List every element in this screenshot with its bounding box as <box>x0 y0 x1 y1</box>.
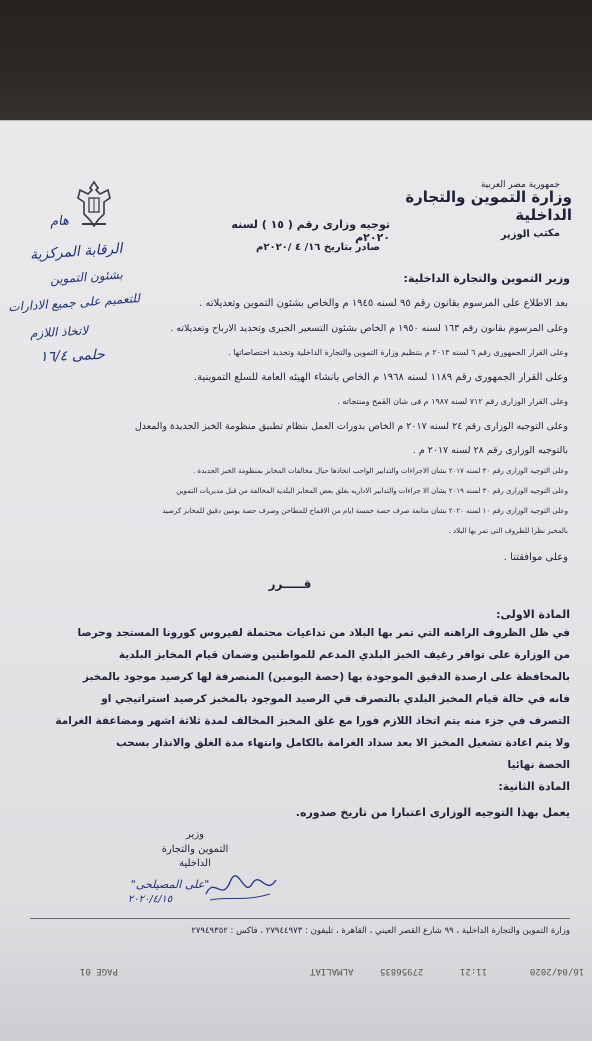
preamble-line: بعد الاطلاع على المرسوم بقانون رقم ٩٥ لسنه ١٩٤٥ م والخاص بشئون التموين وتعديلاته . <box>199 298 568 309</box>
footer-divider <box>30 918 570 919</box>
preamble-line: وعلى التوجيه الوزارى رقم ٢٤ لسنه ٢٠١٧ م الخاص بدورات العمل بنظام تطبيق منظومة الخبز الجديدة والمعدل <box>134 421 568 432</box>
directive-date: صادر بتاريخ ١٦/ ٤ /٢٠٢٠م <box>256 242 380 253</box>
fax-label: ALMALIAT <box>310 966 354 976</box>
preamble-line: وعلى التوجيه الوزارى رقم ٣٠ لسنه ٢٠١٧ بشأن الاجراءات والتدابير الواجب اتخاذها حيال مخالفات المخابز بمنظومة الخبز الجديدة . <box>192 467 568 475</box>
header-country: جمهورية مصر العربية <box>480 180 560 190</box>
preamble-line: وعلى القرار الجمهورى رقم ١١٨٩ لسنه ١٩٦٨ م الخاص بانشاء الهيئه العامة للسلع التموينية. <box>193 372 568 383</box>
fax-date: 16/04/2020 <box>530 966 585 976</box>
preamble-line: وعلى القرار الوزارى رقم ٧١٢ لسنه ١٩٨٧ م فى شان القمح ومنتجاته . <box>337 397 568 406</box>
article1-line: الحصة نهائيا <box>507 759 570 771</box>
preamble-line: بالتوجيه الوزارى رقم ٢٨ لسنه ٢٠١٧ م . <box>412 445 568 456</box>
header-ministry: وزارة التموين والتجارة الداخلية <box>405 188 572 224</box>
article1-line: فانه في حالة قيام المخبز البلدي بالتصرف في الرصيد الموجود بالمخبز كرصيد استراتيجي او <box>101 693 570 705</box>
fax-number: 27956835 <box>380 966 424 976</box>
handwritten-note-line: الرقابة المركزية <box>29 240 123 264</box>
signature-date: ٢٠٢٠/٤/١٥ <box>127 894 173 905</box>
signatory <box>150 828 240 872</box>
header-office: مكتب الوزير <box>500 227 561 241</box>
handwritten-note-line: بشئون التموين <box>49 267 124 287</box>
decision-heading: قـــــرر <box>268 577 312 591</box>
fax-page: PAGE 01 <box>80 966 118 976</box>
preamble-line: وعلى المرسوم بقانون رقم ١٦٣ لسنه ١٩٥٠ م الخاص بشئون التسعير الجبرى وتحديد الارباح وتعديلاته . <box>170 323 568 334</box>
fax-header <box>60 966 585 986</box>
handwritten-note-line: حلمى ١٦/٤ <box>39 346 106 366</box>
preamble-line: وعلى القرار الجمهورى رقم ٦ لسنه ٢٠١٣ م بتنظيم وزارة التموين والتجارة الداخلية وتحديد اختصاصاتها . <box>228 348 568 357</box>
preamble-line: بالمخبز نظرا للظروف التى تمر بها البلاد . <box>448 527 568 535</box>
addressee: وزير التموين والتجارة الداخلية: <box>403 272 570 285</box>
eagle-emblem-icon <box>74 180 114 228</box>
signatory-name: "على المصيلحى" <box>130 878 210 891</box>
handwritten-note-line: هام <box>49 213 70 230</box>
preamble-line: وعلى التوجيه الوزارى رقم ٣٠ لسنه ٢٠١٩ بشأن الا جراءات والتدابير الاداريه بغلق بعض المخابز البلدية المخالفة من قبل مديريات التموين <box>176 487 568 495</box>
article1-line: التصرف في جزء منه يتم اتخاذ اللازم فورا مع غلق المخبز المخالف لمدة ثلاثة اشهر ومضاعفة الغرامة <box>55 715 570 727</box>
photo-background <box>0 0 592 125</box>
signatory-title: وزير <box>186 829 204 840</box>
article2-title: المادة الثانية: <box>498 780 570 793</box>
signatory-ministry: التموين والتجارة الداخلية <box>161 843 229 869</box>
article1-line: بالمحافظة على ارصدة الدقيق الموجودة بها (حصة اليومين) المنصرفة لها كرصيد موجود بالمخبز <box>82 671 570 683</box>
article1-line: من الوزارة على توافر رغيف الخبز البلدي المدعم للمواطنين وضمان قيام المخابز البلدية <box>118 649 570 661</box>
footer-address: وزارة التموين والتجارة الداخلية ، ٩٩ شارع القصر العيني ، القاهرة ، تليفون : ٢٧٩٤٤٩٧٣ ، فاكس : ٢٧٩٤٩٣٥٢ <box>191 926 570 936</box>
article1-title: المادة الاولى: <box>496 608 570 621</box>
article2-body: يعمل بهذا التوجيه الوزارى اعتبارا من تاريخ صدوره. <box>295 806 570 819</box>
preamble-line: وعلى موافقتنا . <box>503 552 568 563</box>
handwritten-note-line: لاتخاذ اللازم <box>29 323 89 341</box>
preamble-line: وعلى التوجيه الوزارى رقم ١٠ لسنه ٢٠٢٠ بشأن متابعة صرف حصة خمسة ايام من الاقماح للمطاحن وصرف حصة يومين دقيق للمخابز كرصيد <box>162 507 568 515</box>
handwritten-note-line: للتعميم على جميع الادارات <box>7 291 141 315</box>
directive-title: توجيه وزارى رقم ( ١٥ ) لسنه ٢٠٢٠م <box>231 218 390 244</box>
article1-line: في ظل الظروف الراهنه التي تمر بها البلاد من تداعيات محتملة لفيروس كورونا المستجد وحرصا <box>77 627 570 639</box>
article1-line: ولا يتم اعادة تشغيل المخبز الا بعد سداد الغرامة بالكامل وانتهاء مدة الغلق والانذار بسحب <box>116 737 570 749</box>
fax-time: 11:21 <box>460 966 488 976</box>
